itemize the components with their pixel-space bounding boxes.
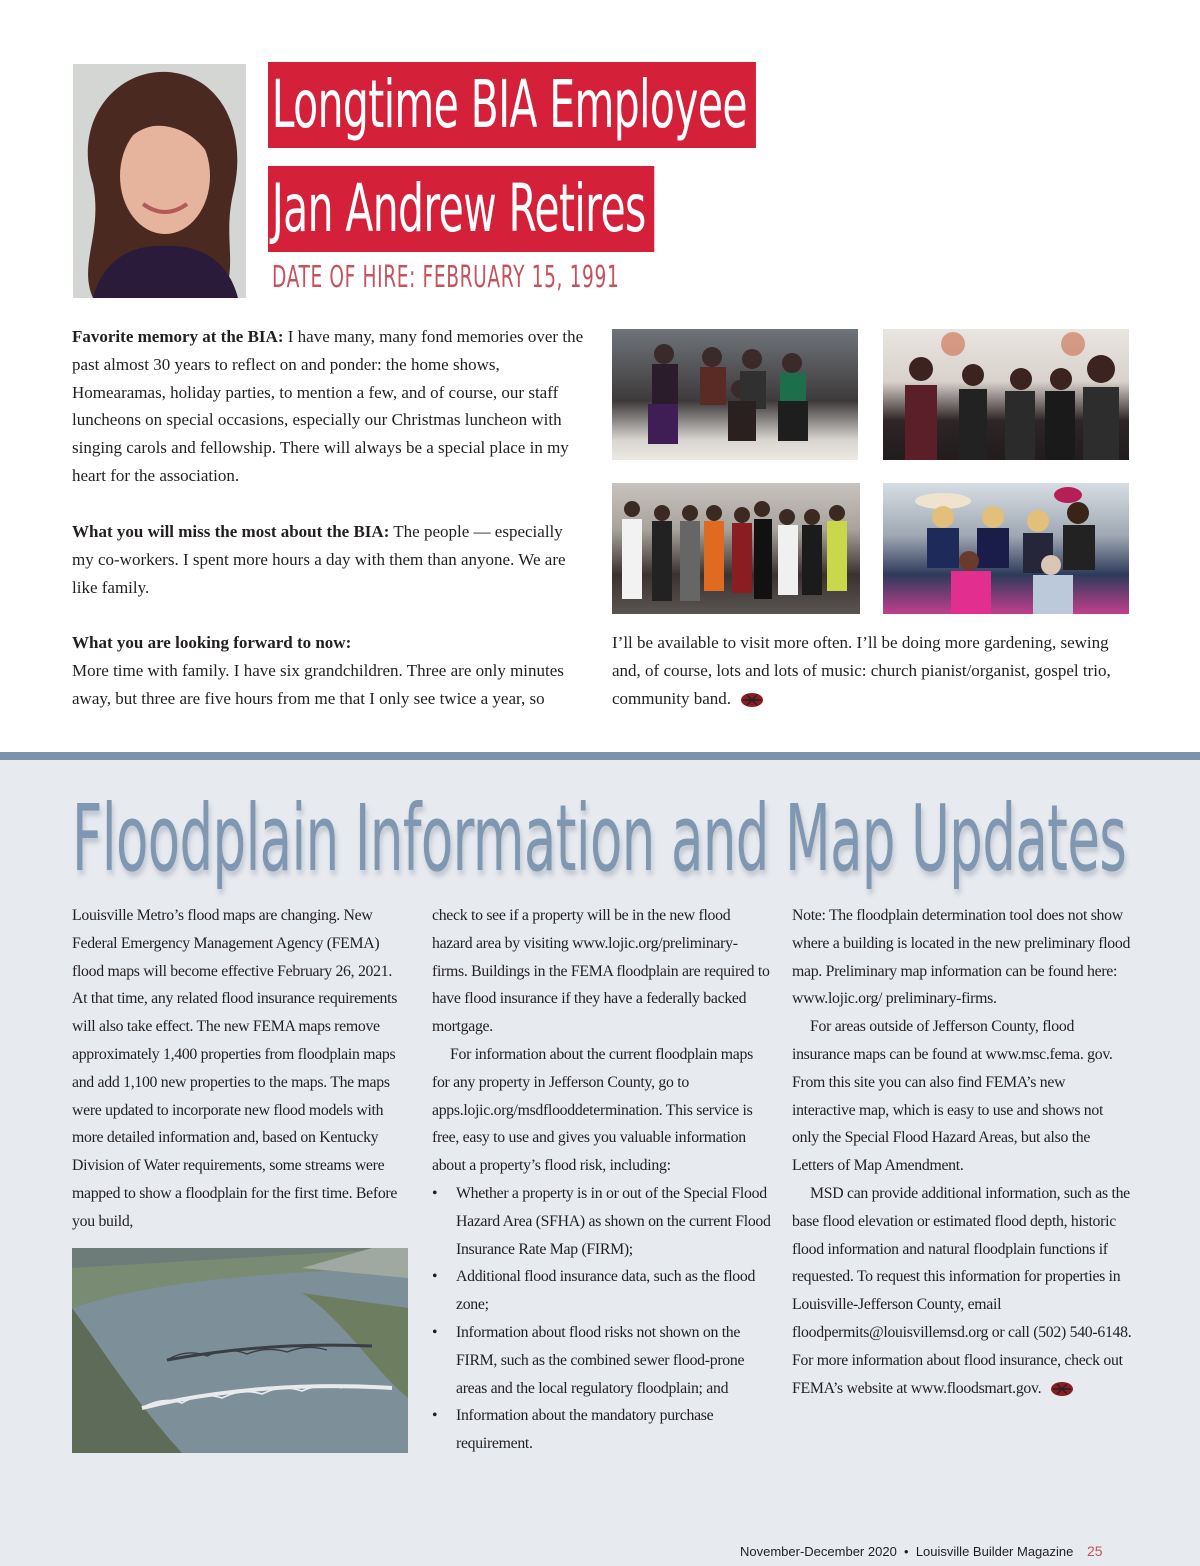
staff-photo-2: [883, 329, 1129, 460]
floodplain-col2-paragraph-2: For information about the current floodplain maps for any property in Jefferson County, go to apps.lojic.org/msdflooddetermination. This service is free, easy to use and gives you valuable information about a property’s flood risk, including:: [432, 1045, 753, 1175]
miss-most-text: The people — especially my co-workers. I spent more hours a day with them than anyone. We are like family.: [72, 522, 566, 597]
headline-line-2: Jan Andrew Retires: [268, 166, 654, 252]
bia-end-mark-icon: [739, 691, 765, 709]
favorite-memory-text: I have many, many fond memories over the past almost 30 years to reflect on and ponder: the home shows, Homearamas, holiday parties, to mention a few, and of course, our staff luncheons on special occasions, especially our Christmas luncheon with singing carols and fellowship. There will always be a special place in my heart for the association.: [72, 327, 584, 485]
bia-end-mark-icon: [1049, 1380, 1075, 1398]
looking-forward-paragraph: [72, 629, 587, 712]
floodplain-col1-paragraph: Louisville Metro’s flood maps are changing. New Federal Emergency Management Agency (FEMA) flood maps will become effective February 26, 2021. At that time, any related flood insurance requirements will also take effect. The new FEMA maps remove approximately 1,400 properties from floodplain maps and add 1,100 new properties to the maps. The maps were updated to incorporate new flood models with more detailed information and, based on Kentucky Division of Water requirements, some streams were mapped to show a floodplain for the first time. Before you build,: [72, 907, 398, 1230]
favorite-memory-paragraph: [72, 323, 587, 490]
favorite-memory-label: Favorite memory at the BIA:: [72, 327, 284, 346]
looking-forward-continued: [612, 629, 1132, 712]
staff-photo-1: [612, 329, 858, 460]
flood-risk-bullet-list: [432, 1180, 772, 1458]
floodplain-column-1: [72, 902, 408, 1236]
bullet-item: • Additional flood insurance data, such as the flood zone;: [432, 1263, 772, 1319]
page-number: 25: [1086, 1543, 1103, 1559]
footer-issue: November-December 2020: [740, 1544, 897, 1559]
bullet-item: • Information about flood risks not shown on the FIRM, such as the combined sewer flood-prone areas and the local regulatory floodplain; and: [432, 1319, 772, 1402]
portrait-photo: [73, 64, 246, 298]
staff-photo-3: [612, 483, 860, 614]
date-of-hire: DATE OF HIRE: FEBRUARY 15, 1991: [272, 260, 620, 295]
floodplain-title: Floodplain Information and Map Updates: [72, 785, 1127, 892]
bullet-item: • Information about the mandatory purchase requirement.: [432, 1402, 772, 1458]
floodplain-col3-paragraph-3: [792, 1180, 1132, 1402]
floodplain-col2-paragraph-1: check to see if a property will be in the new flood hazard area by visiting www.lojic.org/preliminary-firms. Buildings in the FEMA floodplain are required to have flood insurance if they have a federally backed mortgage.: [432, 907, 770, 1036]
floodplain-col3-paragraph-3-text: MSD can provide additional information, such as the base flood elevation or estimated flood depth, historic flood information and natural floodplain functions if requested. To request this information for properties in Louisville-Jefferson County, email floodpermits@louisvillemsd.org or call (502) 540-6148. For more information about flood insurance, check out FEMA’s website at www.floodsmart.gov.: [792, 1184, 1132, 1397]
looking-forward-text-left: More time with family. I have six grandchildren. Three are only minutes away, but three are five hours from me that I only see twice a year, so: [72, 660, 564, 708]
headline-line-1: Longtime BIA Employee: [268, 62, 756, 148]
floodplain-column-3: [792, 902, 1132, 1402]
floodplain-col3-paragraph-2: For areas outside of Jefferson County, flood insurance maps can be found at www.msc.fema. gov. From this site you can also find FEMA’s new interactive map, which is easy to use and shows not only the Special Flood Hazard Areas, but also the Letters of Map Amendment.: [792, 1018, 1113, 1175]
aerial-river-photo: [72, 1248, 408, 1453]
miss-most-paragraph: [72, 518, 587, 601]
miss-most-label: What you will miss the most about the BIA:: [72, 522, 390, 541]
footer-magazine: Louisville Builder Magazine: [915, 1544, 1074, 1559]
staff-photo-4: [883, 483, 1129, 614]
looking-forward-label: What you are looking forward to now:: [72, 633, 352, 652]
bullet-item: • Whether a property is in or out of the Special Flood Hazard Area (SFHA) as shown on the current Flood Insurance Rate Map (FIRM);: [432, 1180, 772, 1263]
looking-forward-text-right: I’ll be available to visit more often. I’ll be doing more gardening, sewing and, of course, lots and lots of music: church pianist/organist, gospel trio, community band.: [612, 633, 1111, 708]
floodplain-column-2: [432, 902, 772, 1458]
floodplain-col3-paragraph-1: Note: The floodplain determination tool does not show where a building is located in the new preliminary flood map. Preliminary map information can be found here: www.lojic.org/ preliminary-firms.: [792, 907, 1131, 1008]
page-footer: [740, 1543, 1103, 1559]
footer-separator: •: [904, 1544, 909, 1559]
